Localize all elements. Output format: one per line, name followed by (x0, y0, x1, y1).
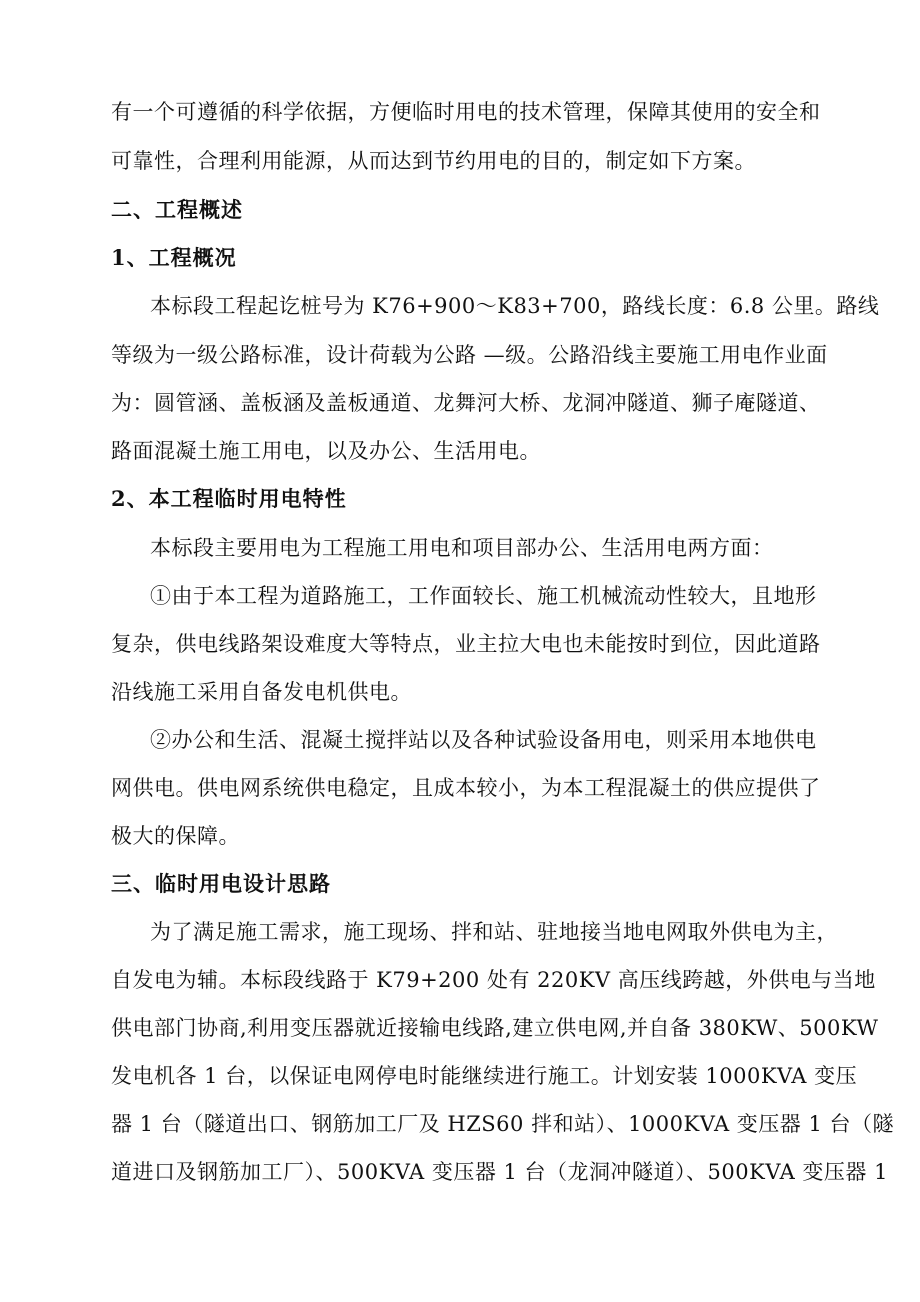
body-line: 网供电。供电网系统供电稳定，且成本较小，为本工程混凝土的供应提供了 (111, 776, 821, 800)
paragraph-first-line: 为了满足施工需求，施工现场、拌和站、驻地接当地电网取外供电为主， (150, 920, 838, 944)
body-line: 道进口及钢筋加工厂）、500KVA 变压器 1 台（龙洞冲隧道）、500KVA 变压器 1 (111, 1160, 888, 1184)
body-line: 器 1 台（隧道出口、钢筋加工厂及 HZS60 拌和站）、1000KVA 变压器 1 台（隧 (111, 1112, 894, 1136)
body-line: 为：圆管涵、盖板涵及盖板通道、龙舞河大桥、龙洞冲隧道、狮子庵隧道、 (111, 391, 821, 415)
body-line: 沿线施工采用自备发电机供电。 (111, 680, 412, 704)
body-line: 极大的保障。 (111, 824, 240, 848)
section-heading: 三、临时用电设计思路 (111, 871, 331, 896)
body-line: 自发电为辅。本标段线路于 K79+200 处有 220KV 高压线跨越，外供电与当地 (111, 968, 876, 992)
body-line: 有一个可遵循的科学依据，方便临时用电的技术管理，保障其使用的安全和 (111, 100, 821, 124)
paragraph-first-line: 本标段工程起讫桩号为 K76+900～K83+700，路线长度：6.8 公里。路线 (150, 294, 880, 318)
paragraph-first-line: 本标段主要用电为工程施工用电和项目部办公、生活用电两方面： (150, 536, 774, 560)
body-line: 复杂，供电线路架设难度大等特点，业主拉大电也未能按时到位，因此道路 (111, 632, 821, 656)
body-line: 路面混凝土施工用电，以及办公、生活用电。 (111, 439, 541, 463)
body-line: 发电机各 1 台，以保证电网停电时能继续进行施工。计划安装 1000KVA 变压 (111, 1064, 858, 1088)
subsection-heading: 1、工程概况 (111, 245, 237, 270)
subsection-heading: 2、本工程临时用电特性 (111, 486, 347, 511)
body-line: 等级为一级公路标准，设计荷载为公路 —级。公路沿线主要施工用电作业面 (111, 343, 828, 367)
paragraph-first-line: ①由于本工程为道路施工，工作面较长、施工机械流动性较大，且地形 (150, 584, 817, 608)
section-heading: 二、工程概述 (111, 197, 243, 222)
body-line: 供电部门协商,利用变压器就近接输电线路,建立供电网,并自备 380KW、500KW (111, 1016, 879, 1040)
body-line: 可靠性，合理利用能源，从而达到节约用电的目的，制定如下方案。 (111, 149, 756, 173)
paragraph-first-line: ②办公和生活、混凝土搅拌站以及各种试验设备用电，则采用本地供电 (150, 728, 817, 752)
